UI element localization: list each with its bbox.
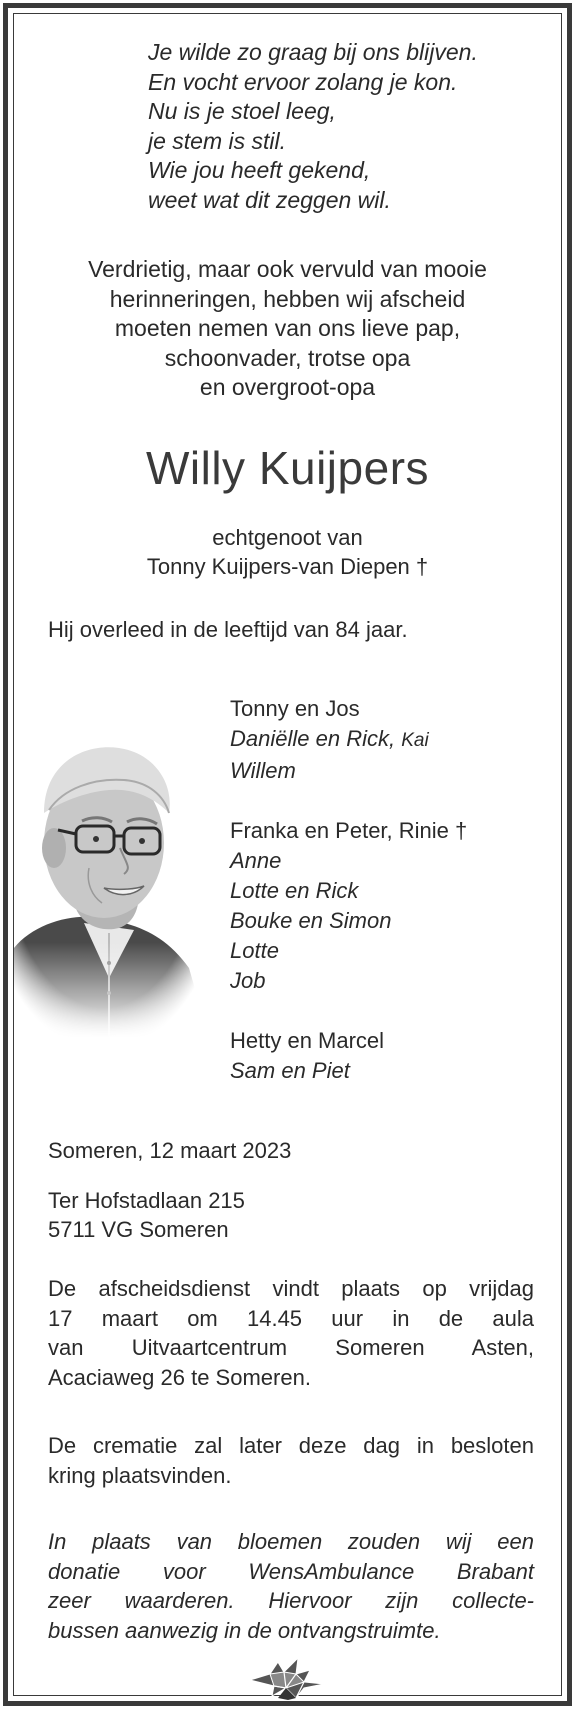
donation-line: In plaats van bloemen zouden wij een xyxy=(48,1529,534,1554)
family-child-name: Daniëlle en Rick, xyxy=(230,726,396,751)
family-child: Job xyxy=(230,968,266,993)
service-line: Acaciaweg 26 te Someren. xyxy=(48,1364,311,1390)
family-child xyxy=(230,724,550,756)
bird-logo-icon xyxy=(248,1654,328,1700)
poem-line: weet wat dit zeggen wil. xyxy=(148,186,391,213)
family-child: Willem xyxy=(230,758,296,783)
service-line: van Uitvaartcentrum Someren Asten, xyxy=(48,1335,534,1360)
donation-line: zeer waarderen. Hiervoor zijn collecte- xyxy=(48,1588,534,1613)
poem xyxy=(148,38,548,215)
intro-line: en overgroot-opa xyxy=(199,374,376,400)
cremation-line: kring plaatsvinden. xyxy=(48,1462,232,1488)
service-info xyxy=(48,1274,534,1392)
family-child: Anne xyxy=(230,848,282,873)
service-line: De afscheidsdienst vindt plaats op vrijdag xyxy=(48,1276,534,1301)
family-child: Bouke en Simon xyxy=(230,908,392,933)
spouse-label: echtgenoot van xyxy=(212,525,363,550)
poem-line: je stem is stil. xyxy=(148,127,287,154)
intro-text xyxy=(30,255,545,403)
family-child-extra: Kai xyxy=(401,730,429,751)
poem-line: En vocht ervoor zolang je kon. xyxy=(148,68,458,95)
family-parents: Franka en Peter, Rinie † xyxy=(230,818,468,843)
family-parents: Tonny en Jos xyxy=(230,696,360,721)
family-parents: Hetty en Marcel xyxy=(230,1028,385,1053)
donation-info xyxy=(48,1527,534,1645)
place-date: Someren, 12 maart 2023 xyxy=(48,1138,292,1163)
address-line: Ter Hofstadlaan 215 xyxy=(48,1188,245,1213)
age-line: Hij overleed in de leeftijd van 84 jaar. xyxy=(48,617,408,642)
portrait-photo-icon xyxy=(14,718,214,1038)
spouse-info xyxy=(0,523,575,581)
poem-line: Nu is je stoel leeg, xyxy=(148,98,336,124)
poem-line: Je wilde zo graag bij ons blijven. xyxy=(148,39,478,65)
deceased-name: Willy Kuijpers xyxy=(145,442,430,494)
family-gap xyxy=(230,996,550,1026)
poem-line: Wie jou heeft gekend, xyxy=(148,157,371,183)
address xyxy=(48,1186,245,1244)
intro-line: schoonvader, trotse opa xyxy=(164,344,411,371)
cremation-info xyxy=(48,1431,534,1490)
family-child: Lotte xyxy=(230,938,279,963)
family-list xyxy=(230,694,550,1086)
intro-line: moeten nemen van ons lieve pap, xyxy=(114,315,461,341)
service-line: 17 maart om 14.45 uur in de aula xyxy=(48,1305,534,1331)
donation-line: donatie voor WensAmbulance Brabant xyxy=(48,1558,534,1584)
family-gap xyxy=(230,786,550,816)
intro-line: Verdrietig, maar ook vervuld van mooie xyxy=(88,256,487,282)
intro-line: herinneringen, hebben wij afscheid xyxy=(109,285,466,312)
cremation-line: De crematie zal later deze dag in besloten xyxy=(48,1433,534,1458)
family-child: Sam en Piet xyxy=(230,1058,350,1083)
spouse-name: Tonny Kuijpers-van Diepen † xyxy=(146,554,429,579)
donation-line: bussen aanwezig in de ontvangstruimte. xyxy=(48,1617,441,1643)
address-line: 5711 VG Someren xyxy=(48,1217,229,1242)
family-child: Lotte en Rick xyxy=(230,878,359,903)
